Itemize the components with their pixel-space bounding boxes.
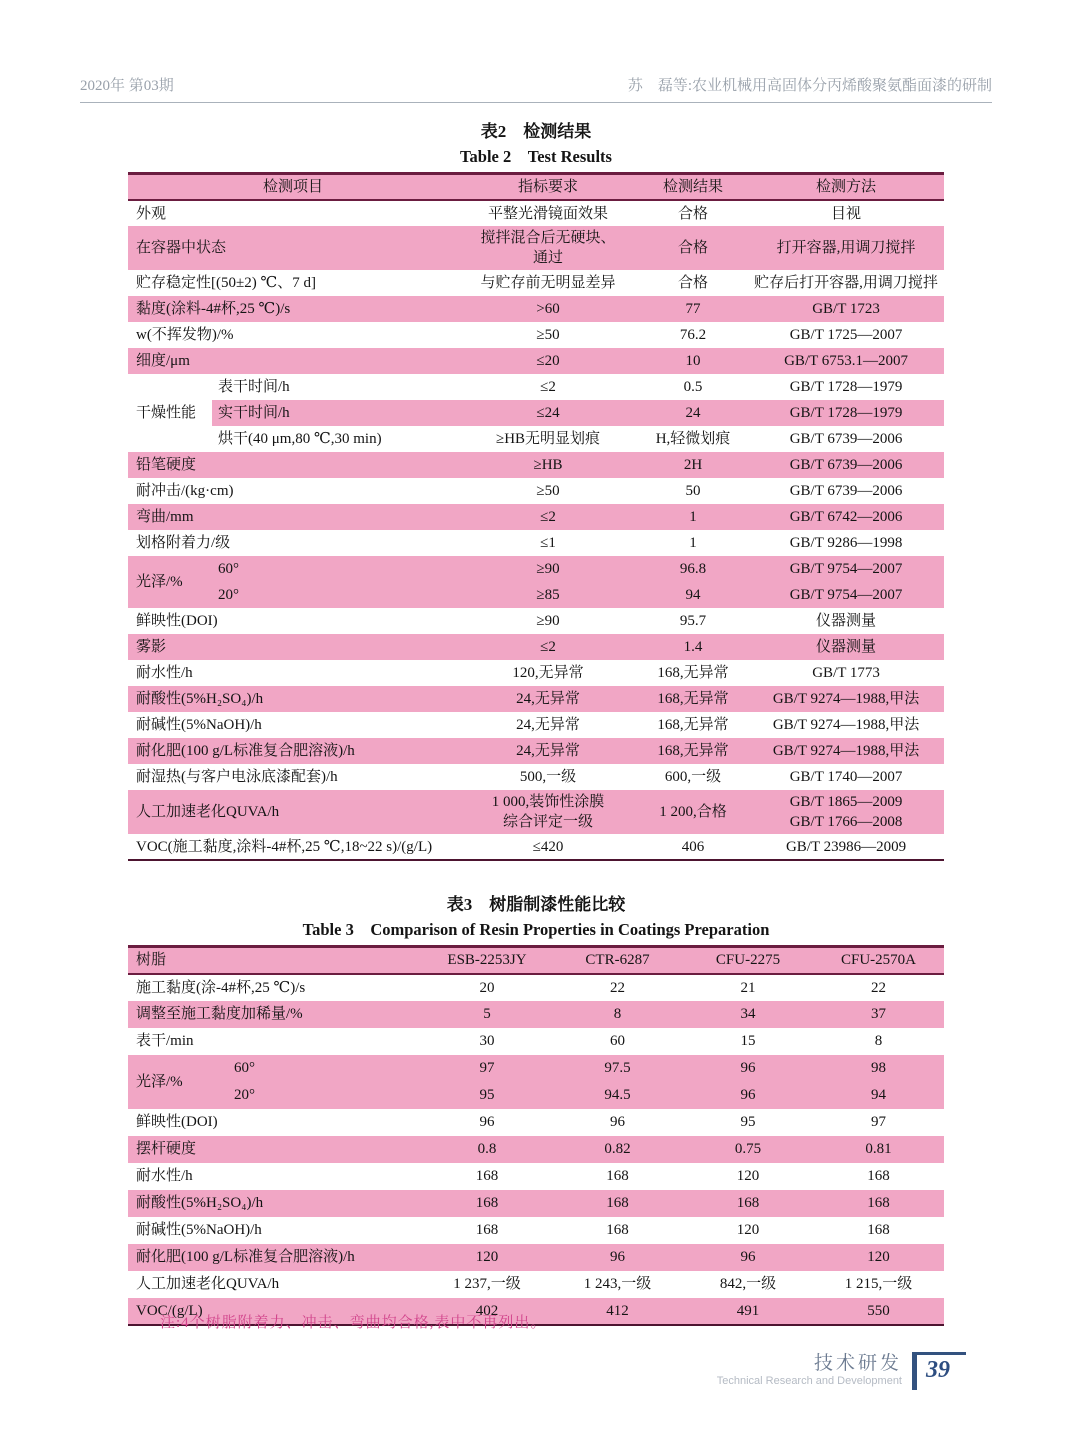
value-cell: 842,一级 <box>719 1276 777 1292</box>
value-cell: 97.5 <box>552 1055 683 1082</box>
value-cell: 168 <box>683 1190 813 1217</box>
value-cell: 96 <box>552 1244 683 1271</box>
row-label: 划格附着力/级 <box>136 535 231 551</box>
value-cell: 20 <box>479 979 495 996</box>
table2-title-en: Table 2 Test Results <box>460 147 612 166</box>
table-row <box>128 686 944 712</box>
result-cell: 168,无异常 <box>657 665 729 681</box>
row-label: 在容器中状态 <box>128 226 458 270</box>
value-cell: 60 <box>610 1033 626 1049</box>
value-cell: 96 <box>683 1055 813 1082</box>
requirement-line: 搅拌混合后无硬块、 <box>480 230 616 246</box>
table-row <box>128 478 944 504</box>
value-cell: 8 <box>874 1033 883 1049</box>
row-label: 外观 <box>136 205 167 222</box>
table-row <box>128 556 944 582</box>
result-cell: 406 <box>681 838 705 855</box>
requirement-cell: >60 <box>458 296 638 322</box>
table-row <box>128 1109 944 1136</box>
row-label: 铅笔硬度 <box>128 452 458 478</box>
value-cell: 168 <box>552 1190 683 1217</box>
article-title: 苏 磊等:农业机械用高固体分丙烯酸聚氨酯面漆的研制 <box>627 78 992 94</box>
result-cell: 168,无异常 <box>638 686 748 712</box>
value-cell: 37 <box>813 1001 944 1028</box>
column-header: 检测方法 <box>816 179 877 195</box>
result-cell: 168,无异常 <box>638 738 748 764</box>
row-label: 弯曲/mm <box>128 504 458 530</box>
table-row <box>128 660 944 686</box>
method-cell: GB/T 6739—2006 <box>789 431 903 447</box>
row-label: 细度/μm <box>128 348 458 374</box>
requirement-cell: ≤20 <box>458 348 638 374</box>
requirement-cell: ≥90 <box>536 613 560 629</box>
requirement-cell: ≤2 <box>540 379 556 395</box>
method-cell: GB/T 6739—2006 <box>789 483 903 499</box>
value-cell: 98 <box>813 1055 944 1082</box>
value-cell: 1 215,一级 <box>844 1276 913 1292</box>
column-header: 树脂 <box>136 952 167 969</box>
method-cell: GB/T 9274—1988,甲法 <box>748 686 944 712</box>
value-cell: 550 <box>813 1298 944 1325</box>
column-header: ESB-2253JY <box>447 952 527 969</box>
value-cell: 97 <box>871 1114 887 1130</box>
row-label: 耐碱性(5%NaOH)/h <box>136 1222 262 1238</box>
requirement-cell: 120,无异常 <box>512 665 584 681</box>
table-row <box>128 712 944 738</box>
requirement-cell: ≥90 <box>458 556 638 582</box>
value-cell: 168 <box>867 1168 890 1184</box>
requirement-cell: 24,无异常 <box>516 717 580 733</box>
row-label: 人工加速老化QUVA/h <box>136 1276 280 1292</box>
value-cell: 168 <box>606 1222 629 1238</box>
value-cell: 168 <box>867 1222 890 1238</box>
column-header: CFU-2275 <box>715 952 781 969</box>
value-cell: 1 237,一级 <box>453 1276 521 1292</box>
value-cell: 402 <box>422 1298 552 1325</box>
row-label: 耐化肥(100 g/L标准复合肥溶液)/h <box>128 738 458 764</box>
method-cell: GB/T 9274—1988,甲法 <box>772 717 920 733</box>
row-label: 摆杆硬度 <box>128 1136 422 1163</box>
table-row <box>128 200 944 226</box>
requirement-cell: ≥50 <box>536 327 560 343</box>
value-cell: 34 <box>683 1001 813 1028</box>
value-cell: 94.5 <box>552 1082 683 1109</box>
value-cell: 0.81 <box>813 1136 944 1163</box>
table-row <box>128 348 944 374</box>
value-cell: 8 <box>552 1001 683 1028</box>
method-cell: GB/T 9286—1998 <box>789 535 903 551</box>
test-results-table <box>128 172 944 861</box>
table-row <box>128 1082 944 1109</box>
row-label: 鲜映性(DOI) <box>136 613 218 629</box>
table-row <box>128 634 944 660</box>
table2-section <box>128 120 944 861</box>
method-cell: GB/T 1725—2007 <box>789 327 903 343</box>
method-cell: GB/T 23986—2009 <box>785 838 907 855</box>
requirement-cell: 500,一级 <box>519 769 577 785</box>
value-cell: 97 <box>422 1055 552 1082</box>
column-header: CFU-2570A <box>841 952 917 969</box>
row-label: VOC(施工黏度,涂料-4#杯,25 ℃,18~22 s)/(g/L) <box>136 838 433 855</box>
method-cell: GB/T 6739—2006 <box>748 452 944 478</box>
table-row <box>128 296 944 322</box>
table3-title-cn: 表3 树脂制漆性能比较 <box>446 895 626 914</box>
row-label: 耐水性/h <box>136 1168 193 1184</box>
requirement-cell <box>458 226 638 270</box>
method-cell: 仪器测量 <box>748 634 944 660</box>
section-title-en: Technical Research and Development <box>716 1375 902 1387</box>
row-label: VOC/(g/L) <box>128 1298 422 1325</box>
requirement-line: 综合评定一级 <box>503 814 594 830</box>
table-row <box>128 582 944 608</box>
requirement-cell: ≤420 <box>532 838 564 855</box>
value-cell: 120 <box>422 1244 552 1271</box>
value-cell: 21 <box>740 979 756 996</box>
result-cell: 76.2 <box>679 327 707 343</box>
value-cell: 22 <box>610 979 626 996</box>
method-cell: 目视 <box>831 205 862 222</box>
requirement-line: 通过 <box>533 250 564 266</box>
footer-section <box>717 1353 902 1390</box>
value-cell: 120 <box>736 1168 760 1184</box>
table-row <box>128 974 944 1001</box>
method-cell: GB/T 1740—2007 <box>789 769 903 785</box>
value-cell: 95 <box>422 1082 552 1109</box>
value-cell: 168 <box>475 1222 499 1238</box>
requirement-cell: ≥85 <box>458 582 638 608</box>
result-cell: 合格 <box>678 205 709 222</box>
value-cell: 96 <box>479 1114 495 1130</box>
value-cell: 412 <box>552 1298 683 1325</box>
result-cell: 96.8 <box>638 556 748 582</box>
table-row <box>128 1271 944 1298</box>
row-label: 人工加速老化QUVA/h <box>128 790 458 834</box>
value-cell: 0.82 <box>552 1136 683 1163</box>
requirement-cell: ≥HB <box>458 452 638 478</box>
row-label: 耐化肥(100 g/L标准复合肥溶液)/h <box>128 1244 422 1271</box>
method-cell: 贮存后打开容器,用调刀搅拌 <box>754 275 938 291</box>
value-cell: 96 <box>683 1082 813 1109</box>
row-label: 施工黏度(涂-4#杯,25 ℃)/s <box>136 979 306 996</box>
row-label: 鲜映性(DOI) <box>136 1114 218 1130</box>
group-label: 干燥性能 <box>128 374 212 452</box>
requirement-cell <box>458 790 638 834</box>
value-cell: 168 <box>813 1190 944 1217</box>
result-cell: 1 <box>689 535 697 551</box>
row-label: 耐水性/h <box>136 665 193 681</box>
table-row <box>128 1001 944 1028</box>
issue-label: 2020年 第03期 <box>80 78 174 94</box>
row-label: 耐冲击/(kg·cm) <box>136 483 234 499</box>
table2-title-cn: 表2 检测结果 <box>480 122 592 141</box>
value-cell: 1 243,一级 <box>583 1276 652 1292</box>
result-cell: 0.5 <box>683 379 703 395</box>
result-cell: H,轻微划痕 <box>655 431 731 447</box>
method-cell: GB/T 1728—1979 <box>748 400 944 426</box>
result-cell: 94 <box>638 582 748 608</box>
value-cell: 168 <box>422 1190 552 1217</box>
table3-header-row <box>128 947 944 974</box>
table-row <box>128 1028 944 1055</box>
resin-comparison-table <box>128 945 944 1326</box>
requirement-cell: ≥HB无明显划痕 <box>495 431 601 447</box>
value-cell: 15 <box>740 1033 756 1049</box>
requirement-cell: 平整光滑镜面效果 <box>488 205 609 222</box>
method-cell: GB/T 1728—1979 <box>789 379 903 395</box>
value-cell: 0.75 <box>683 1136 813 1163</box>
table-row <box>128 504 944 530</box>
row-label: 调整至施工黏度加稀量/% <box>128 1001 422 1028</box>
method-cell: GB/T 6742—2006 <box>748 504 944 530</box>
method-cell: GB/T 9754—2007 <box>748 582 944 608</box>
result-cell: 168,无异常 <box>657 717 729 733</box>
running-head <box>80 74 992 103</box>
table-row <box>128 738 944 764</box>
sub-label: 实干时间/h <box>212 400 458 426</box>
table-row <box>128 834 944 860</box>
value-cell: 95 <box>740 1114 756 1130</box>
result-cell: 合格 <box>678 275 709 291</box>
page-footer <box>717 1352 966 1390</box>
row-label: 耐酸性(5%H₂SO₄)/h <box>128 1190 422 1217</box>
table-row <box>128 226 944 270</box>
method-cell: 打开容器,用调刀搅拌 <box>748 226 944 270</box>
table-note: 注:4个树脂附着力、冲击、弯曲均合格,表中不再列出。 <box>160 1315 547 1331</box>
method-line: GB/T 1766—2008 <box>789 814 903 830</box>
table3-title-en: Table 3 Comparison of Resin Properties in Coatings Preparation <box>302 920 770 939</box>
row-label: w(不挥发物)/% <box>136 327 234 343</box>
table3-section <box>128 893 944 1326</box>
sub-label: 表干时间/h <box>218 379 290 395</box>
method-cell: 仪器测量 <box>816 613 877 629</box>
table-row <box>128 790 944 834</box>
result-cell: 1.4 <box>638 634 748 660</box>
method-cell <box>748 790 944 834</box>
row-label: 表干/min <box>136 1033 194 1049</box>
row-label: 黏度(涂料-4#杯,25 ℃)/s <box>128 296 458 322</box>
table-row <box>128 764 944 790</box>
column-header: 检测结果 <box>663 179 724 195</box>
result-cell: 合格 <box>638 226 748 270</box>
value-cell: 0.8 <box>422 1136 552 1163</box>
result-cell: 1 <box>638 504 748 530</box>
section-title-cn: 技术研发 <box>813 1353 902 1374</box>
row-label: 雾影 <box>128 634 458 660</box>
result-cell: 50 <box>685 483 701 499</box>
table-row <box>128 608 944 634</box>
method-cell: GB/T 9274—1988,甲法 <box>748 738 944 764</box>
value-cell: 5 <box>422 1001 552 1028</box>
table-row <box>128 426 944 452</box>
method-cell: GB/T 6753.1—2007 <box>748 348 944 374</box>
requirement-cell: ≥50 <box>536 483 560 499</box>
result-cell: 95.7 <box>679 613 707 629</box>
group-label: 光泽/% <box>128 1055 228 1109</box>
table-row <box>128 1055 944 1082</box>
sub-label: 60° <box>228 1055 422 1082</box>
requirement-cell: ≤2 <box>458 504 638 530</box>
sub-label: 60° <box>212 556 458 582</box>
table2-header-row <box>128 174 944 201</box>
value-cell: 94 <box>813 1082 944 1109</box>
table-row <box>128 1244 944 1271</box>
group-label: 光泽/% <box>128 556 212 608</box>
value-cell: 96 <box>610 1114 626 1130</box>
table-row <box>128 374 944 400</box>
value-cell: 120 <box>813 1244 944 1271</box>
method-cell: GB/T 1773 <box>812 665 880 681</box>
result-cell: 600,一级 <box>664 769 722 785</box>
value-cell: 168 <box>475 1168 499 1184</box>
value-cell: 491 <box>683 1298 813 1325</box>
result-cell: 10 <box>638 348 748 374</box>
method-line: GB/T 1865—2009 <box>789 794 903 810</box>
requirement-cell: 与贮存前无明显差异 <box>480 275 616 291</box>
value-cell: 96 <box>683 1244 813 1271</box>
row-label: 耐碱性(5%NaOH)/h <box>136 717 262 733</box>
method-cell: GB/T 1723 <box>748 296 944 322</box>
result-cell: 2H <box>638 452 748 478</box>
method-cell: GB/T 9754—2007 <box>748 556 944 582</box>
result-cell: 1 200,合格 <box>638 790 748 834</box>
row-label: 耐酸性(5%H₂SO₄)/h <box>128 686 458 712</box>
table-row <box>128 400 944 426</box>
table-row <box>128 322 944 348</box>
requirement-cell: ≤24 <box>458 400 638 426</box>
column-header: 检测项目 <box>263 179 324 195</box>
value-cell: 120 <box>736 1222 760 1238</box>
requirement-cell: ≤2 <box>458 634 638 660</box>
value-cell: 30 <box>479 1033 495 1049</box>
table-row <box>128 270 944 296</box>
requirement-cell: ≤1 <box>540 535 556 551</box>
sub-label: 20° <box>228 1082 422 1109</box>
row-label: 耐湿热(与客户电泳底漆配套)/h <box>136 769 338 785</box>
table-row <box>128 1136 944 1163</box>
requirement-cell: 24,无异常 <box>458 738 638 764</box>
table-row <box>128 530 944 556</box>
value-cell: 22 <box>871 979 887 996</box>
table-row <box>128 1190 944 1217</box>
table-row <box>128 452 944 478</box>
column-header: 指标要求 <box>518 179 579 195</box>
value-cell: 168 <box>606 1168 629 1184</box>
row-label: 贮存稳定性[(50±2) ℃、7 d] <box>136 275 316 291</box>
result-cell: 24 <box>638 400 748 426</box>
result-cell: 77 <box>638 296 748 322</box>
requirement-cell: 24,无异常 <box>458 686 638 712</box>
sub-label: 20° <box>212 582 458 608</box>
page-number: 39 <box>912 1352 966 1390</box>
column-header: CTR-6287 <box>585 952 650 969</box>
table-row <box>128 1217 944 1244</box>
table-row <box>128 1163 944 1190</box>
requirement-line: 1 000,装饰性涂膜 <box>491 794 605 810</box>
sub-label: 烘干(40 μm,80 ℃,30 min) <box>218 431 382 447</box>
